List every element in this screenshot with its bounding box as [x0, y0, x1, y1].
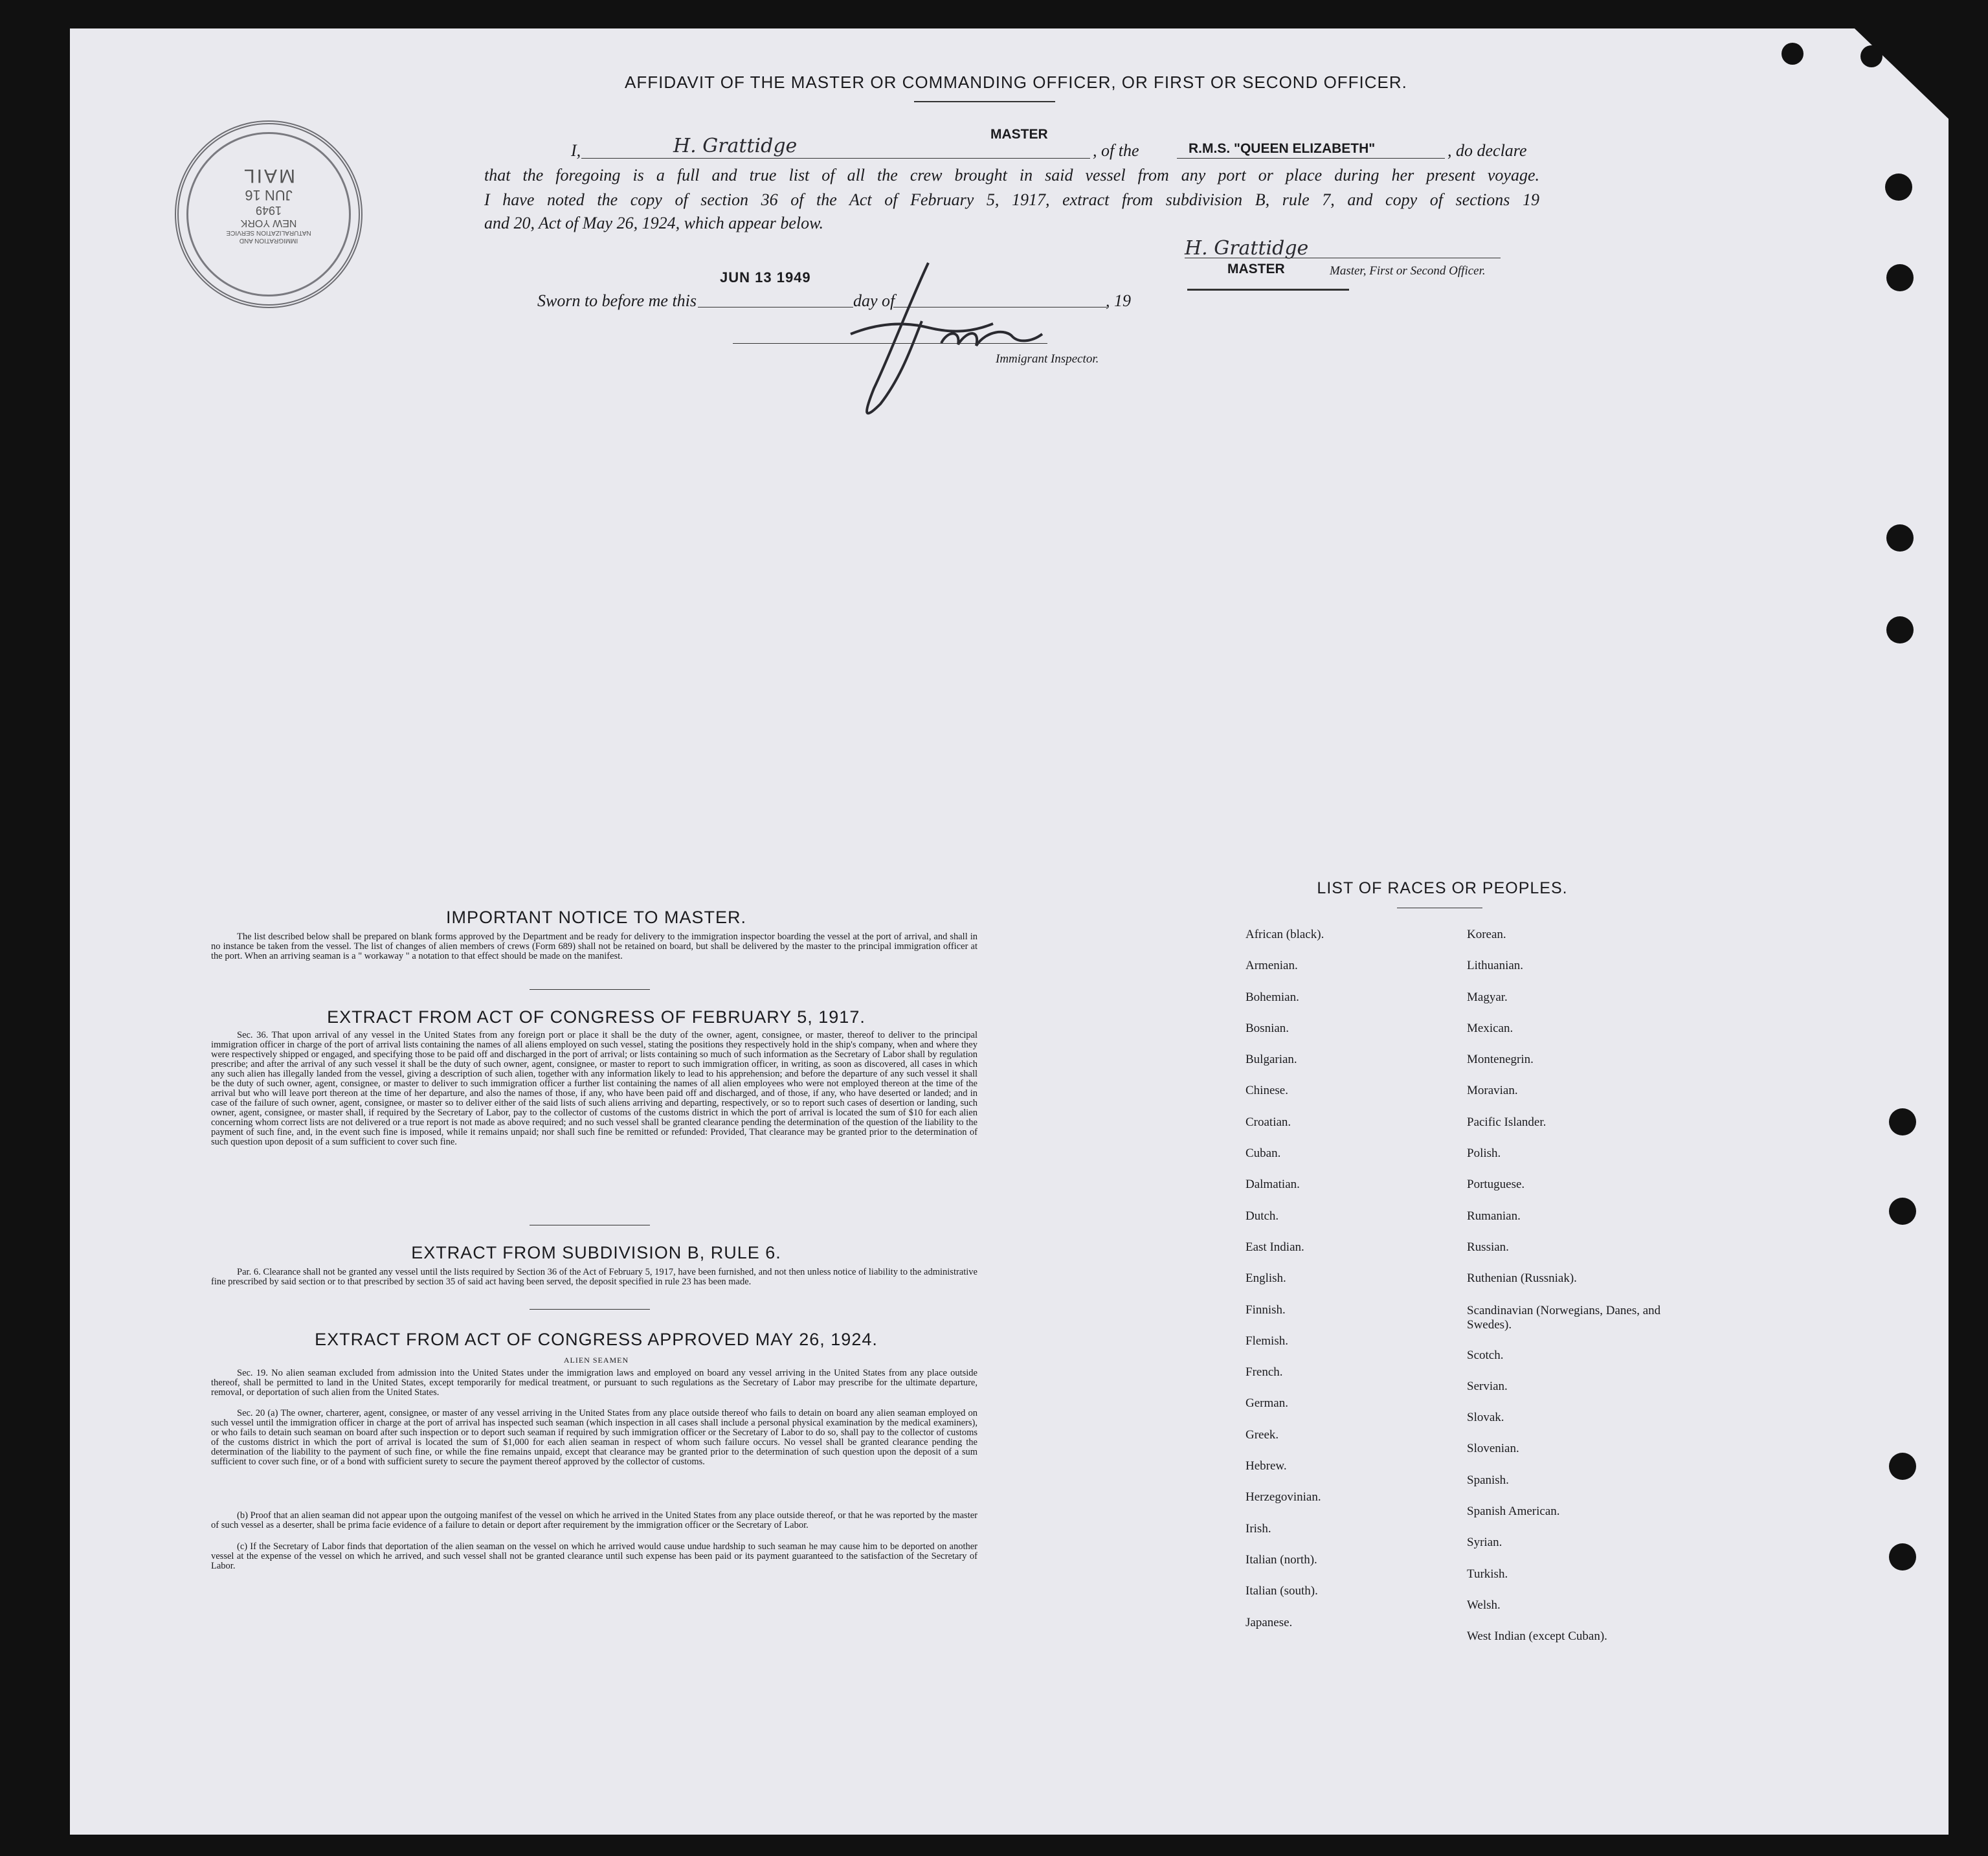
race-item: Welsh. [1467, 1598, 1501, 1612]
divider [530, 989, 650, 990]
punch-hole [1886, 264, 1914, 291]
affidavit-title: AFFIDAVIT OF THE MASTER OR COMMANDING OFFICER, OR FIRST OR SECOND OFFICER. [625, 73, 1407, 92]
punch-hole [1781, 43, 1804, 65]
race-item: Pacific Islander. [1467, 1115, 1547, 1129]
race-item: Servian. [1467, 1379, 1508, 1393]
race-item: Rumanian. [1467, 1209, 1521, 1223]
race-item: Dalmatian. [1245, 1178, 1300, 1192]
punch-hole [1886, 524, 1914, 552]
affidavit-i-label: I, [571, 141, 581, 160]
extract-1924-subtitle: ALIEN SEAMEN [563, 1356, 629, 1365]
race-item: Scandinavian (Norwegians, Danes, and Swedes). [1467, 1303, 1661, 1332]
race-item: Herzegovinian. [1245, 1490, 1321, 1504]
inspector-line [733, 343, 1047, 344]
postmark-line: IMMIGRATION AND NATURALIZATION SERVICE [226, 229, 311, 244]
race-item: Polish. [1467, 1146, 1501, 1161]
race-item: West Indian (except Cuban). [1467, 1629, 1607, 1644]
postmark-line: MAIL [241, 165, 296, 186]
sworn-date-stamp: JUN 13 1949 [720, 269, 811, 285]
extract-1917-title: EXTRACT FROM ACT OF CONGRESS OF FEBRUARY 5, 1917. [327, 1007, 866, 1027]
punch-hole [1860, 45, 1882, 67]
races-column-1 [1245, 919, 1324, 1638]
race-item: Cuban. [1245, 1146, 1281, 1161]
postmark-line: NEW YORK [240, 218, 297, 229]
race-item: Irish. [1245, 1521, 1271, 1536]
extract-1924-sec20c: (c) If the Secretary of Labor finds that deportation of the alien seaman on the vessel on which he arrived would cause undue hardship to such seaman he may cause him to be deported on another vessel at the expense of the vessel on which he arrived, and such vessel shall not be granted clearance until such expense has been paid or its payment guaranteed to the satisfaction of the Secretary of Labor. [211, 1541, 977, 1571]
master-signature: H. Grattidge [1185, 237, 1309, 260]
subdivision-title: EXTRACT FROM SUBDIVISION B, RULE 6. [411, 1243, 781, 1262]
race-item: Bulgarian. [1245, 1053, 1297, 1067]
race-item: Armenian. [1245, 959, 1298, 973]
notice-body: The list described below shall be prepared on blank forms approved by the Department and be ready for delivery to the immigration inspector boarding the vessel at the port of arrival, and shall in no instance be taken from the vessel. The list of changes of alien members of crews (Form 689) shall not be retained on board, but shall be delivered by the master to the principal immigration officer at the port. When an arriving seaman is a " workaway " a notation to that effect should be made on the manifest. [211, 932, 977, 961]
master-stamp: MASTER [990, 127, 1048, 142]
race-item: Montenegrin. [1467, 1053, 1534, 1067]
race-item: Chinese. [1245, 1084, 1288, 1098]
race-item: French. [1245, 1365, 1283, 1380]
race-item: East Indian. [1245, 1240, 1304, 1254]
subdivision-body: Par. 6. Clearance shall not be granted any vessel until the lists required by Section 36 of the Act of February 5, 1917, have been furnished, and not then unless notice of liability to the administrative fine prescribed by said section or to that prescribed by section 35 of said act having been served, the deposit specified in rule 23 has been made. [211, 1267, 977, 1287]
race-item: Slovak. [1467, 1411, 1504, 1425]
punch-hole [1889, 1108, 1916, 1135]
race-item: Hebrew. [1245, 1459, 1287, 1473]
race-item: Mexican. [1467, 1021, 1513, 1035]
race-item: Dutch. [1245, 1209, 1279, 1223]
day-of-label: day of [853, 291, 895, 310]
race-item: Italian (south). [1245, 1584, 1318, 1598]
signature-caption: Master, First or Second Officer. [1330, 264, 1486, 278]
inspector-caption: Immigrant Inspector. [996, 352, 1099, 366]
extract-1924-title: EXTRACT FROM ACT OF CONGRESS APPROVED MAY 26, 1924. [315, 1330, 878, 1349]
punch-hole [1886, 616, 1914, 643]
races-title: LIST OF RACES OR PEOPLES. [1317, 879, 1568, 897]
extract-1917-body: Sec. 36. That upon arrival of any vessel in the United States from any foreign port or place it shall be the duty of the owner, agent, consignee, or master, thereof to deliver to the principal immigration officer in charge of the port of arrival lists containing the names of all aliens employed on such vessel, stating the positions they respectively hold in the ship's company, when and where they were respectively shipped or engaged, and specifying those to be paid off and discharged in the port of arrival; or lists containing so much of such information as the Secretary of Labor shall by regulation prescribe; and after the arrival of any such vessel it shall be the duty of such owner, agent, consignee, or master to report to such immigration officer, in writing, as soon as discovered, all cases in which any such alien has illegally landed from the vessel, giving a description of such alien, together with any information likely to lead to his apprehension; and before the departure of any such vessel it shall be the duty of such owner, agent, consignee, or master to deliver to such immigration officer a further list containing the names of all alien employees who were not employed thereon at the time of the arrival but who will leave port thereon at the time of her departure, and also the names of those, if any, who have been paid off and discharged, and of those, if any, who have deserted or landed; and in case of the failure of such owner, agent, consignee, or master so to deliver either of the said lists of such aliens arriving and departing, respectively, or so to report such cases of desertion or landing, such owner, agent, consignee, or master shall, if required by the Secretary of Labor, pay to the collector of customs of the customs district in which the port of arrival is located the sum of $10 for each alien concerning whom correct lists are not delivered or a true report is not made as above required; and no such vessel shall be granted clearance pending the determination of the question of the liability to the payment of such fine, and, in the event such fine is imposed, while it remains unpaid; nor shall such fine be remitted or refunded: Provided, That clearance may be granted prior to the determination of such question upon deposit of a sum sufficient to cover such fine. [211, 1030, 977, 1147]
of-the-label: , of the [1093, 141, 1139, 160]
master-name-handwritten: H. Grattidge [673, 135, 798, 157]
divider [530, 1309, 650, 1310]
punch-hole [1889, 1198, 1916, 1225]
race-item: Spanish American. [1467, 1504, 1560, 1519]
affidavit-line-1: that the foregoing is a full and true list of all the crew brought in said vessel from any port or place during her present voyage. [484, 166, 1539, 184]
postmark-stamp [175, 120, 363, 308]
signature-stamp: MASTER [1227, 262, 1285, 276]
race-item: African (black). [1245, 928, 1324, 941]
race-item: Italian (north). [1245, 1552, 1317, 1567]
race-item: Finnish. [1245, 1303, 1286, 1317]
race-item: Flemish. [1245, 1334, 1288, 1348]
punch-hole [1889, 1543, 1916, 1571]
races-column-2 [1467, 919, 1661, 1653]
race-item: Slovenian. [1467, 1442, 1519, 1456]
race-item: Croatian. [1245, 1115, 1291, 1129]
race-item: Syrian. [1467, 1536, 1502, 1550]
race-item: Japanese. [1245, 1615, 1293, 1629]
master-name-line [581, 158, 1090, 159]
extract-1924-sec20b: (b) Proof that an alien seaman did not appear upon the outgoing manifest of the vessel on which he arrived in the United States from any place outside thereof, or that he was reported by the master of such vessel as a deserter, shall be prima facie evidence of a failure to detain or deport after requirement by the immigration officer or the Secretary of Labor. [211, 1510, 977, 1530]
extract-1924-sec20a: Sec. 20 (a) The owner, charterer, agent, consignee, or master of any vessel arriving in the United States from any place outside thereof who fails to detain on board any alien seaman employed on such vessel until the immigration officer in charge at the port of arrival has inspected such seaman (which inspection in all cases shall include a personal physical examination by the medical examiners), or who fails to detain such seaman on board after such inspection or to deport such seaman if required by such immigration officer or the Secretary of Labor to do so, shall pay to the collector of customs of the customs district in which the port of arrival is located the sum of $1,000 for each alien seaman in respect of whom such failure occurs. No vessel shall be granted clearance pending the determination of the liability to the payment of such fine, or while the fine remains unpaid, except that clearance may be granted prior to the determination of such question upon the deposit of a sum sufficient to cover such fine, or of a bond with sufficient surety to secure the payment thereof approved by the collector of customs. [211, 1408, 977, 1467]
year-label: , 19 [1106, 291, 1131, 310]
race-item: Ruthenian (Russniak). [1467, 1271, 1577, 1286]
affidavit-line-3: and 20, Act of May 26, 1924, which appear below. [484, 214, 824, 232]
race-item: Moravian. [1467, 1084, 1518, 1098]
race-item: Bohemian. [1245, 990, 1299, 1004]
vessel-line [1177, 158, 1445, 159]
race-item: Portuguese. [1467, 1178, 1525, 1192]
race-item: Scotch. [1467, 1348, 1504, 1362]
race-item: Russian. [1467, 1240, 1509, 1254]
race-item: Magyar. [1467, 990, 1508, 1004]
inspector-signature-strokes [799, 259, 1045, 421]
notice-title: IMPORTANT NOTICE TO MASTER. [445, 908, 747, 927]
race-item: German. [1245, 1396, 1288, 1411]
signature-stamp-line [1187, 289, 1349, 291]
punch-hole [1889, 1453, 1916, 1480]
affidavit-line-2: I have noted the copy of section 36 of the Act of February 5, 1917, extract from subdivision B, rule 7, and copy of sections 19 [484, 190, 1539, 209]
inspector-signature [799, 259, 1045, 421]
extract-1924-sec19: Sec. 19. No alien seaman excluded from admission into the United States under the immigration laws and employed on board any vessel arriving in the United States from any place outside thereof, shall be permitted to land in the United States, except temporarily for medical treatment, or pursuant to such regulations as the Secretary of Labor may prescribe for the ultimate departure, removal, or deportation of such alien from the United States. [211, 1368, 977, 1398]
race-item: Korean. [1467, 928, 1506, 941]
race-item: Bosnian. [1245, 1021, 1290, 1035]
do-declare-label: , do declare [1447, 141, 1527, 160]
race-item: English. [1245, 1271, 1286, 1286]
race-item: Greek. [1245, 1427, 1279, 1442]
race-item: Lithuanian. [1467, 959, 1524, 973]
race-item: Turkish. [1467, 1567, 1508, 1581]
postmark-line: 1949 [255, 204, 282, 217]
divider [914, 101, 1055, 102]
postmark-line: JUN 16 [245, 187, 293, 203]
race-item: Spanish. [1467, 1473, 1509, 1487]
punch-hole [1885, 173, 1912, 201]
vessel-name: R.M.S. "QUEEN ELIZABETH" [1189, 141, 1376, 156]
sworn-label: Sworn to before me this [537, 291, 697, 310]
